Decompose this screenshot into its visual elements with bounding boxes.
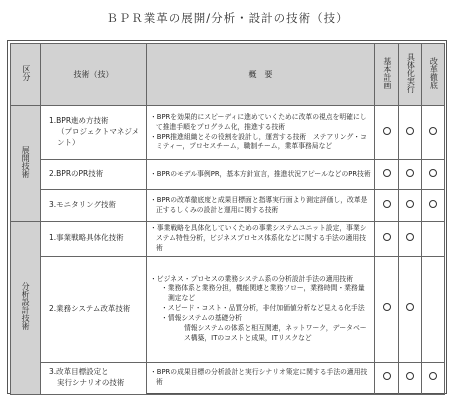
circle-mark-icon [406,127,414,135]
overview-cell [147,362,375,394]
overview-cell [147,256,375,362]
table-row [11,256,445,362]
technique-name: 3.モニタリング技術 [49,200,117,210]
overview-subbullet [150,314,371,344]
category-label: 展開技術 [21,145,31,178]
overview-bullet: ・ビジネス・プロセスの業務システム系の分析設計手法の適用技術 [150,274,354,283]
mark-execute-cell [399,362,422,394]
mark-thorough-cell [422,362,445,394]
overview-list [150,196,371,216]
table-body [11,106,445,395]
technique-cell [41,362,147,394]
table-row [11,222,445,257]
overview-cell [147,160,375,190]
overview-list [150,170,371,180]
header-overview: 概 要 [147,44,375,106]
overview-bullet: ・BPRの改革徹底度と成果目標面と指導実行面より測定評価し，改革是正するしくみの設計と運用に関する技術 [150,195,368,214]
subbullet-head: ・情報システムの基礎分析 [161,313,242,322]
overview-cell [147,190,375,222]
category-cell [11,222,41,395]
mark-execute-cell [399,256,422,362]
mark-plan-cell [375,160,399,190]
header-category: 区分 [11,44,41,106]
mark-plan-cell [375,362,399,394]
technique-subtitle: 実行シナリオの技術 [57,378,125,388]
mark-plan-cell [375,190,399,222]
technique-cell [41,190,147,222]
header-thorough: 改革徹底 [422,44,445,106]
circle-mark-icon [383,303,391,311]
technique-subtitle: （プロジェクトマネジメント） [57,127,140,147]
mark-thorough-cell [422,106,445,160]
mark-execute-cell [399,160,422,190]
mark-execute-cell [399,190,422,222]
technique-cell [41,222,147,257]
header-plan: 基本計画 [375,44,399,106]
table-row [11,362,445,394]
table-row [11,160,445,190]
mark-plan-cell [375,222,399,257]
technique-name: 2.業務システム改革技術 [49,303,131,313]
circle-mark-icon [429,200,437,208]
mark-thorough-cell [422,256,445,362]
overview-subbullet [150,284,371,304]
technique-cell [41,106,147,160]
mark-execute-cell [399,222,422,257]
overview-bullet: ・BPRを効果的にスピーディに進めていくために改革の視点を明確にして推進手順をプログラム化，推進する技術 [150,112,367,131]
category-cell [11,106,41,222]
technique-cell [41,256,147,362]
overview-bullet: ・BPRの成果目標の分析設計と実行シナリオ策定に関する手法の適用技術 [150,368,368,387]
circle-mark-icon [383,233,391,241]
technique-name: 1.事業戦略具体化技術 [49,233,124,243]
subbullet-head: ・スピード・コスト・品質分析，非付加価値分析など見える化手法 [161,304,365,313]
category-label: 分析設計技術 [21,281,31,330]
circle-mark-icon [383,127,391,135]
mark-thorough-cell [422,160,445,190]
circle-mark-icon [406,200,414,208]
mark-thorough-cell [422,222,445,257]
mark-plan-cell [375,106,399,160]
overview-cell [147,222,375,257]
overview-list [150,275,371,344]
circle-mark-icon [406,169,414,177]
overview-bullet: ・事業戦略を具体化していくための事業システムユニット設定，事業システム特性分析，ビジネスプロセス体系化などに関する手法の適用技術 [150,224,367,252]
circle-mark-icon [406,303,414,311]
technique-cell [41,160,147,190]
circle-mark-icon [383,169,391,177]
circle-mark-icon [383,200,391,208]
subbullet-head: ・業務体系と業務分担，機能関連と業務フロー，業務時間・業務量測定など [161,284,365,303]
header-row [11,44,445,106]
circle-mark-icon [429,372,437,380]
overview-list [150,113,371,152]
mark-execute-cell [399,106,422,160]
circle-mark-icon [406,372,414,380]
technique-name: 2.BPRのPR技術 [49,169,104,179]
circle-mark-icon [383,372,391,380]
technique-name: 1.BPR進め方技術 [49,116,109,126]
table-row [11,190,445,222]
header-technique: 技術（技） [41,44,147,106]
circle-mark-icon [429,169,437,177]
table-row [11,106,445,160]
mark-plan-cell [375,256,399,362]
circle-mark-icon [406,233,414,241]
overview-list [150,368,371,388]
circle-mark-icon [429,127,437,135]
header-execute: 具体化実行 [399,44,422,106]
overview-bullet: ・BPRのモデル事例PR，基本方針宣言，推進状況アピールなどのPR技術 [150,169,371,178]
subbullet-detail: 情報システムの体系と相互関連，ネットワーク，データベース構築，ITのコストと成果，ITリスクなど [184,323,367,342]
overview-list [150,224,371,254]
technique-table [10,43,445,395]
overview-subbullet [150,304,371,314]
technique-name: 3.改革目標設定と [49,367,109,377]
mark-thorough-cell [422,190,445,222]
overview-bullet: ・BPR推進組織とその役割を設計し，運営する技術 ステアリング・コミティー，プロセスチーム，職制チーム，業革事務局など [150,132,367,151]
overview-cell [147,106,375,160]
document-title: ＢＰＲ業革の展開/分析・設計の技術（技） [106,11,349,25]
